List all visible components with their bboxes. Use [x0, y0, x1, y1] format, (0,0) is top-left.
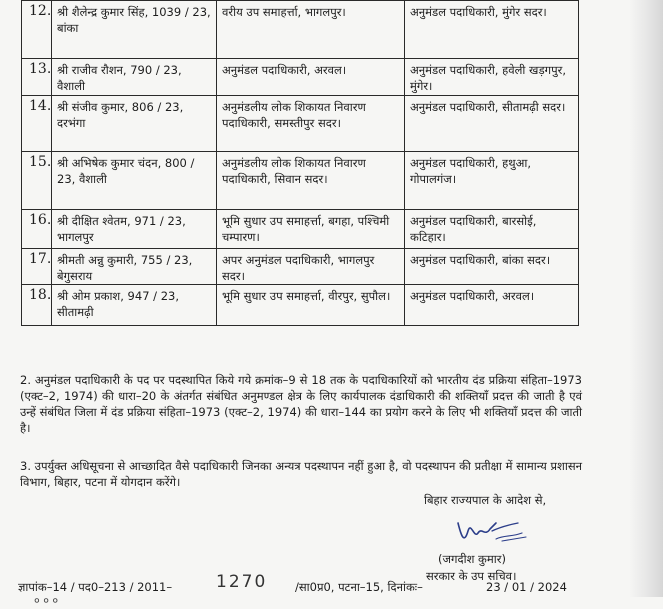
memo-date: 23 / 01 / 2024	[486, 580, 567, 594]
serial-number: 13.	[22, 59, 52, 96]
current-post: भूमि सुधार उप समाहर्त्ता, वीरपुर, सुपौल।	[217, 285, 405, 326]
serial-number: 18.	[22, 285, 52, 326]
officer-name: श्री ओम प्रकाश, 947 / 23, सीतामढ़ी	[52, 285, 217, 326]
table-row	[22, 210, 579, 249]
serial-number: 16.	[22, 210, 52, 249]
table-row	[22, 285, 579, 326]
officer-name: श्रीमती अन्नु कुमारी, 755 / 23, बेगुसराय	[52, 249, 217, 285]
new-post: अनुमंडल पदाधिकारी, मुंगेर सदर।	[405, 1, 579, 59]
memo-reference: ज्ञापांक–14 / पद0–213 / 2011–	[18, 580, 173, 594]
new-post: अनुमंडल पदाधिकारी, अरवल।	[405, 285, 579, 326]
memo-office-place: /सा0प्र0, पटना–15, दिनांकः–	[295, 580, 423, 594]
new-post: अनुमंडल पदाधिकारी, हथुआ, गोपालगंज।	[405, 152, 579, 210]
serial-number: 15.	[22, 152, 52, 210]
table-row	[22, 96, 579, 152]
current-post: वरीय उप समाहर्त्ता, भागलपुर।	[217, 1, 405, 59]
memo-number-handwritten: 1270	[216, 572, 268, 592]
signer-designation: सरकार के उप सचिव।	[426, 569, 517, 583]
current-post: अपर अनुमंडल पदाधिकारी, भागलपुर सदर।	[217, 249, 405, 285]
table-row	[22, 152, 579, 210]
cut-off-text: ० ० ०	[34, 594, 59, 607]
table-row	[22, 1, 579, 59]
officer-name: श्री शैलेन्द्र कुमार सिंह, 1039 / 23, बांका	[52, 1, 217, 59]
table-row	[22, 59, 579, 96]
serial-number: 17.	[22, 249, 52, 285]
serial-number: 14.	[22, 96, 52, 152]
officer-name: श्री संजीव कुमार, 806 / 23, दरभंगा	[52, 96, 217, 152]
officer-name: श्री दीक्षित श्वेतम, 971 / 23, भागलपुर	[52, 210, 217, 249]
current-post: अनुमंडलीय लोक शिकायत निवारण पदाधिकारी, सिवान सदर।	[217, 152, 405, 210]
new-post: अनुमंडल पदाधिकारी, बांका सदर।	[405, 249, 579, 285]
posting-table	[21, 0, 579, 326]
handwritten-signature	[452, 509, 536, 555]
officer-name: श्री राजीव रौशन, 790 / 23, वैशाली	[52, 59, 217, 96]
paragraph-powers: 2. अनुमंडल पदाधिकारी के पद पर पदस्थापित किये गये क्रमांक–9 से 18 तक के पदाधिकारियों को भारतीय दंड प्रक्रिया संहिता–1973 (एक्ट–2, 1974) की धारा–20 के अंतर्गत संबंधित अनुमण्डल क्षेत्र के लिए कार्यपालक दंडाधिकारी की शक्तियाँ प्रदत्त की जाती है एवं उन्हें संबंधित जिला में दंड प्रक्रिया संहिता–1973 (एक्ट–2, 1974) की धारा–144 का प्रयोग करने के लिए भी शक्तियाँ प्रदत्त की जाती है।	[20, 373, 582, 435]
signer-name: (जगदीश कुमार)	[438, 552, 506, 566]
new-post: अनुमंडल पदाधिकारी, बारसोई, कटिहार।	[405, 210, 579, 249]
paragraph-waiting-posting: 3. उपर्युक्त अधिसूचना से आच्छादित वैसे पदाधिकारी जिनका अन्यत्र पदस्थापन नहीं हुआ है, वो पदस्थापन की प्रतीक्षा में सामान्य प्रशासन विभाग, बिहार, पटना में योगदान करेंगे।	[20, 459, 582, 489]
new-post: अनुमंडल पदाधिकारी, हवेली खड़गपुर, मुंगेर।	[405, 59, 579, 96]
scan-edge-shadow	[629, 0, 663, 597]
new-post: अनुमंडल पदाधिकारी, सीतामढ़ी सदर।	[405, 96, 579, 152]
governor-order-line: बिहार राज्यपाल के आदेश से,	[424, 493, 547, 507]
officer-name: श्री अभिषेक कुमार चंदन, 800 / 23, वैशाली	[52, 152, 217, 210]
table-row	[22, 249, 579, 285]
serial-number: 12.	[22, 1, 52, 59]
current-post: अनुमंडलीय लोक शिकायत निवारण पदाधिकारी, समस्तीपुर सदर।	[217, 96, 405, 152]
current-post: अनुमंडल पदाधिकारी, अरवल।	[217, 59, 405, 96]
current-post: भूमि सुधार उप समाहर्त्ता, बगहा, पश्चिमी चम्पारण।	[217, 210, 405, 249]
